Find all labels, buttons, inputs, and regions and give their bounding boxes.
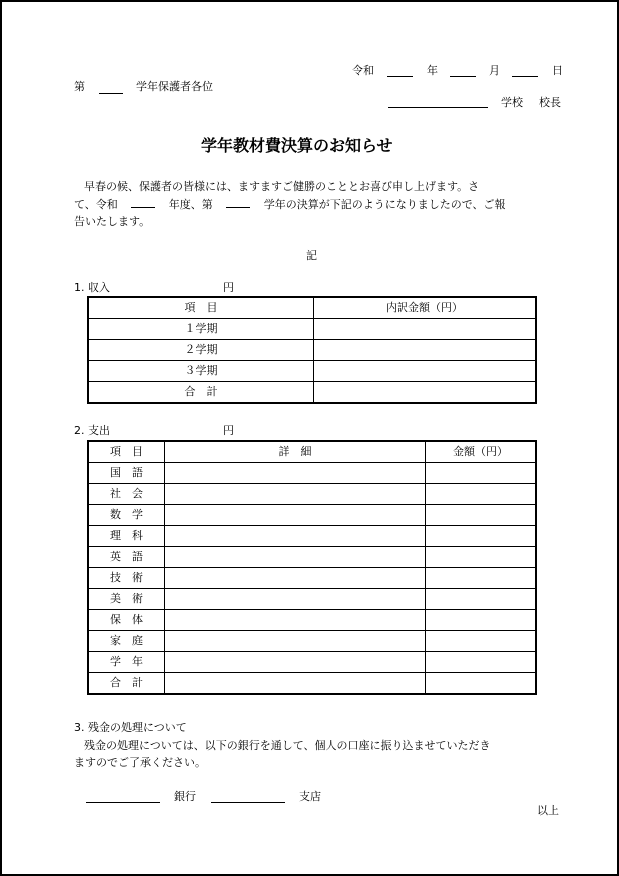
income-row-label: 合 計 (88, 382, 314, 404)
table-row (88, 319, 536, 340)
income-amount-cell[interactable] (314, 340, 537, 361)
expense-amount-cell[interactable] (426, 463, 537, 484)
branch-name-blank[interactable] (211, 792, 285, 803)
school-name-blank[interactable] (388, 97, 488, 108)
table-row (88, 673, 536, 695)
body-line-3: 告いたします。 (74, 215, 151, 228)
remainder-heading: 3. 残金の処理について (74, 721, 187, 734)
expense-amount-cell[interactable] (426, 547, 537, 568)
ki-mark: 記 (306, 249, 317, 262)
expense-row-label: 理 科 (88, 526, 165, 547)
income-unit: 円 (223, 281, 234, 294)
date-day-unit: 日 (552, 64, 563, 77)
expense-row-label: 学 年 (88, 652, 165, 673)
income-heading: 1. 収入 (74, 281, 110, 294)
expense-row-label: 技 術 (88, 568, 165, 589)
income-table (87, 296, 537, 404)
document-title: 学年教材費決算のお知らせ (201, 136, 393, 155)
closing-mark: 以上 (537, 804, 559, 817)
remainder-line-1: 残金の処理については、以下の銀行を通して、個人の口座に振り込ませていただき (84, 739, 491, 752)
expense-row-label: 数 学 (88, 505, 165, 526)
bank-name-blank[interactable] (86, 792, 160, 803)
expense-header-row (88, 441, 536, 463)
expense-unit: 円 (223, 424, 234, 437)
table-row (88, 340, 536, 361)
expense-amount-cell[interactable] (426, 652, 537, 673)
table-row (88, 361, 536, 382)
table-row (88, 505, 536, 526)
expense-col-amount: 金額（円） (426, 441, 537, 463)
body-line-1: 早春の候、保護者の皆様には、ますますご健勝のこととお喜び申し上げます。さ (84, 180, 480, 193)
table-row (88, 382, 536, 404)
income-amount-cell[interactable] (314, 382, 537, 404)
expense-detail-cell[interactable] (165, 673, 426, 695)
table-row (88, 547, 536, 568)
school-suffix: 学校 (501, 96, 523, 109)
table-row (88, 652, 536, 673)
income-col-item: 項 目 (88, 297, 314, 319)
expense-row-label: 美 術 (88, 589, 165, 610)
expense-row-label: 家 庭 (88, 631, 165, 652)
principal-title: 校長 (539, 96, 561, 109)
table-row (88, 631, 536, 652)
branch-label: 支店 (299, 790, 321, 803)
date-day-blank[interactable] (512, 66, 538, 77)
expense-amount-cell[interactable] (426, 631, 537, 652)
expense-col-item: 項 目 (88, 441, 165, 463)
expense-row-label: 合 計 (88, 673, 165, 695)
expense-amount-cell[interactable] (426, 505, 537, 526)
table-row (88, 484, 536, 505)
grade-number-blank[interactable] (226, 197, 250, 208)
income-col-amount: 内訳金額（円） (314, 297, 537, 319)
expense-row-label: 英 語 (88, 547, 165, 568)
body-line-2c: 学年の決算が下記のようになりましたので、ご報 (263, 198, 506, 211)
remainder-line-2: ますのでご了承ください。 (74, 756, 206, 769)
expense-detail-cell[interactable] (165, 610, 426, 631)
income-amount-cell[interactable] (314, 361, 537, 382)
date-year-unit: 年 (427, 64, 438, 77)
expense-detail-cell[interactable] (165, 589, 426, 610)
income-amount-cell[interactable] (314, 319, 537, 340)
table-row (88, 589, 536, 610)
table-row (88, 568, 536, 589)
body-line-2a: て、令和 (74, 198, 118, 211)
expense-detail-cell[interactable] (165, 547, 426, 568)
expense-detail-cell[interactable] (165, 631, 426, 652)
expense-row-label: 保 体 (88, 610, 165, 631)
expense-amount-cell[interactable] (426, 673, 537, 695)
table-row (88, 610, 536, 631)
expense-col-detail: 詳 細 (165, 441, 426, 463)
table-row (88, 463, 536, 484)
expense-row-label: 社 会 (88, 484, 165, 505)
expense-detail-cell[interactable] (165, 463, 426, 484)
expense-heading: 2. 支出 (74, 424, 110, 437)
income-header-row (88, 297, 536, 319)
expense-table (87, 440, 537, 695)
date-year-blank[interactable] (387, 66, 413, 77)
expense-detail-cell[interactable] (165, 526, 426, 547)
expense-amount-cell[interactable] (426, 526, 537, 547)
table-row (88, 526, 536, 547)
date-month-unit: 月 (489, 64, 500, 77)
grade-prefix: 第 (74, 80, 85, 93)
body-line-2b: 年度、第 (168, 198, 213, 211)
grade-blank[interactable] (99, 83, 123, 94)
date-month-blank[interactable] (450, 66, 476, 77)
bank-label: 銀行 (174, 790, 196, 803)
expense-amount-cell[interactable] (426, 568, 537, 589)
recipients: 学年保護者各位 (136, 80, 213, 93)
fiscal-year-blank[interactable] (131, 197, 155, 208)
expense-detail-cell[interactable] (165, 568, 426, 589)
expense-amount-cell[interactable] (426, 610, 537, 631)
expense-amount-cell[interactable] (426, 484, 537, 505)
expense-detail-cell[interactable] (165, 652, 426, 673)
expense-detail-cell[interactable] (165, 505, 426, 526)
expense-detail-cell[interactable] (165, 484, 426, 505)
income-row-label: ３学期 (88, 361, 314, 382)
expense-row-label: 国 語 (88, 463, 165, 484)
date-era: 令和 (352, 64, 374, 77)
expense-amount-cell[interactable] (426, 589, 537, 610)
income-row-label: ２学期 (88, 340, 314, 361)
income-row-label: １学期 (88, 319, 314, 340)
